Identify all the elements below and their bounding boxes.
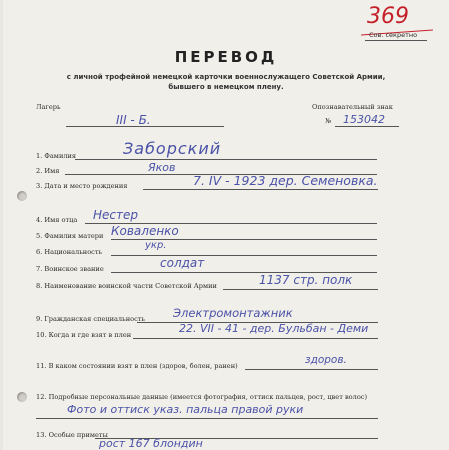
subtitle-line-2: бывшего в немецком плену. xyxy=(168,83,284,91)
field-number: 1. xyxy=(36,152,43,160)
field-9-value: Электромонтажник xyxy=(173,306,293,320)
field-7-value: солдат xyxy=(160,256,205,270)
classification-rule xyxy=(365,40,427,41)
field-1-label xyxy=(36,152,76,160)
field-8-label xyxy=(36,282,217,290)
field-5-value: Коваленко xyxy=(111,224,179,238)
field-number: 7. xyxy=(36,265,43,273)
field-number: 5. xyxy=(36,232,43,240)
field-5-label xyxy=(36,232,103,240)
field-number: 10. xyxy=(36,331,47,339)
field-11-value: здоров. xyxy=(305,354,347,366)
field-number: 11. xyxy=(36,362,47,370)
field-11-rule xyxy=(245,369,378,370)
field-12-value: Фото и оттиск указ. пальца правой руки xyxy=(67,403,304,416)
field-6-label xyxy=(36,248,102,256)
field-number: 13. xyxy=(36,431,47,439)
field-label-text: Когда и где взят в плен xyxy=(48,331,132,339)
field-number: 6. xyxy=(36,248,43,256)
camp-label: Лагерь xyxy=(36,103,61,111)
field-label-text: Фамилия матери xyxy=(44,232,104,240)
camp-value: III - Б. xyxy=(116,113,151,127)
field-number: 4. xyxy=(36,216,43,224)
field-6-rule xyxy=(111,255,377,256)
document-sheet xyxy=(3,0,449,450)
field-10-value: 22. VII - 41 - дер. Бульбан - Деми xyxy=(179,322,369,335)
subtitle-line-1: с личной трофейной немецкой карточки военнослужащего Советской Армии, xyxy=(66,73,386,81)
field-label-text: Особые приметы xyxy=(48,431,108,439)
field-label-text: В каком состоянии взят в плен (здоров, болен, ранен) xyxy=(48,362,238,370)
field-1-value: Заборский xyxy=(123,139,222,158)
page-title: ПЕРЕВОД xyxy=(174,48,278,66)
tag-label: Опознавательный знак xyxy=(312,103,393,111)
field-11-label xyxy=(36,362,238,370)
field-label-text: Фамилия xyxy=(44,152,77,160)
field-1-rule xyxy=(75,159,377,160)
field-10-label xyxy=(36,331,131,339)
field-2-label xyxy=(36,167,59,175)
field-number: 2. xyxy=(36,167,43,175)
field-label-text: Национальность xyxy=(44,248,103,256)
field-8-rule xyxy=(223,289,378,290)
field-label-text: Имя отца xyxy=(44,216,78,224)
tag-rule xyxy=(335,126,399,127)
field-label-text: Дата и место рождения xyxy=(44,182,128,190)
field-4-value: Нестер xyxy=(93,208,138,222)
field-3-rule xyxy=(143,189,378,190)
field-8-value: 1137 стр. полк xyxy=(259,273,353,287)
field-label-text: Наименование воинской части Советской Армии xyxy=(44,282,217,290)
field-3-value: 7. IV - 1923 дер. Семеновка. xyxy=(193,173,378,188)
archive-number: 369 xyxy=(367,4,409,29)
field-label-text: Подробные персональные данные (имеется фотография, оттиск пальцев, рост, цвет волос) xyxy=(48,393,368,401)
field-label-text: Гражданская специальность xyxy=(44,315,146,323)
field-12-rule xyxy=(36,418,378,419)
field-12-label xyxy=(36,393,367,401)
field-6-value: укр. xyxy=(145,240,167,251)
field-number: 12. xyxy=(36,393,47,401)
field-7-label xyxy=(36,265,104,273)
field-number: 8. xyxy=(36,282,43,290)
tag-value: 153042 xyxy=(343,113,385,126)
field-9-label xyxy=(36,315,145,323)
field-number: 9. xyxy=(36,315,43,323)
punch-hole xyxy=(17,191,27,201)
tag-prefix: № xyxy=(325,117,332,125)
field-label-text: Имя xyxy=(44,167,60,175)
field-number: 3. xyxy=(36,182,43,190)
field-13-value: рост 167 блондин xyxy=(99,437,203,450)
field-4-label xyxy=(36,216,77,224)
field-3-label xyxy=(36,182,127,190)
field-2-value: Яков xyxy=(148,161,176,174)
field-10-rule xyxy=(133,338,378,339)
punch-hole xyxy=(17,392,27,402)
field-label-text: Воинское звание xyxy=(44,265,104,273)
classification-label: Сов. секретно xyxy=(369,31,418,39)
